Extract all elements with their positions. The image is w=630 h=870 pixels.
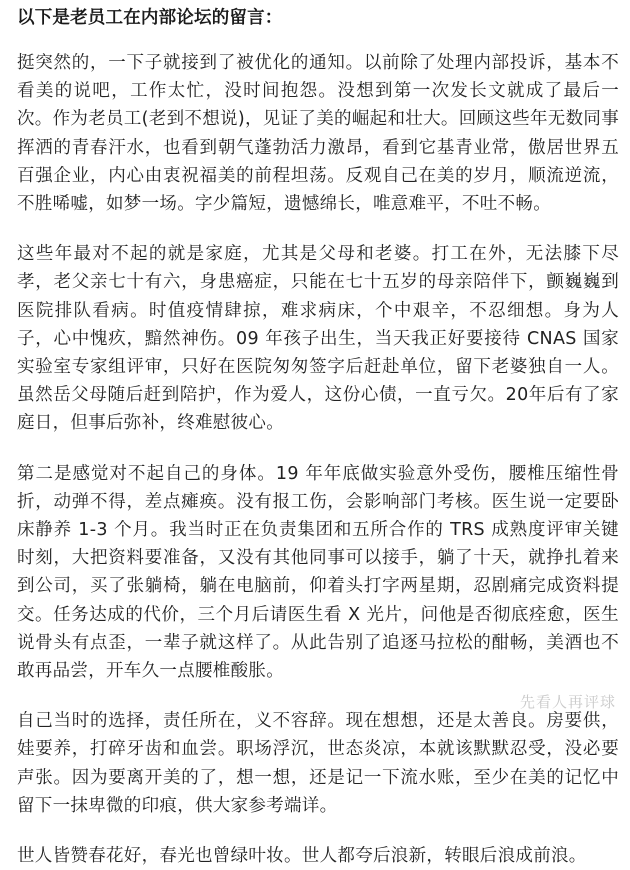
paragraph-5: 世人皆赞春花好，春光也曾绿叶妆。世人都夸后浪新，转眼后浪成前浪。 <box>17 846 587 867</box>
watermark: 先看人再评球 <box>519 693 616 711</box>
paragraph-1: 挺突然的，一下子就接到了被优化的通知。以前除了处理内部投诉，基本不看美的说吧，工作太忙，没时间抱怨。没想到第一次发长文就成了最后一次。作为老员工(老到不想说)，见证了美的崛起和壮大。回顾这些年无数同事挥洒的青春汗水，也看到朝气蓬勃活力激昂，看到它基青业常，傲居世界五百强企业，内心由衷祝福美的前程坦荡。反观自己在美的岁月，顺流逆流，不胜唏嘘，如梦一场。字少篇短，遗憾绵长，唯意难平，不吐不畅。 <box>17 53 619 215</box>
document-title: 以下是老员工在内部论坛的留言： <box>17 8 283 28</box>
paragraph-4: 自己当时的选择，责任所在，义不容辞。现在想想，还是太善良。房要供，娃要养，打碎牙齿和血尝。职场浮沉，世态炎凉，本就该默默忍受，没必要声张。因为要离开美的了，想一想，还是记一下流水账，至少在美的记忆中留下一抹卑微的印痕，供大家参考端详。 <box>17 711 619 816</box>
paragraph-2: 这些年最对不起的就是家庭，尤其是父母和老婆。打工在外，无法膝下尽孝，老父亲七十有六，身患癌症，只能在七十五岁的母亲陪伴下，颤巍巍到医院排队看病。时值疫情肆掠，难求病床，个中艰辛，不忍细想。身为人子，心中愧疚，黯然神伤。09 年孩子出生，当天我正好要接待 CNAS 国家实验室专家组评审，只好在医院匆匆签字后赶赴单位，留下老婆独自一人。虽然岳父母随后赶到陪护，作为爱人，这份心债，一直亏欠。20年后有了家庭日，但事后弥补，终难慰彼心。 <box>17 244 619 434</box>
paragraph-3: 第二是感觉对不起自己的身体。19 年年底做实验意外受伤，腰椎压缩性骨折，动弹不得，差点瘫痪。没有报工伤，会影响部门考核。医生说一定要卧床静养 1-3 个月。我当时正在负责集团和五所合作的 TRS 成熟度评审关键时刻，大把资料要准备，又没有其他同事可以接手，躺了十天，就挣扎着来到公司，买了张躺椅，躺在电脑前，仰着头打字两星期，忍剧痛完成资料提交。任务达成的代价，三个月后请医生看 X 光片，问他是否彻底痊愈，医生说骨头有点歪，一辈子就这样了。从此告别了追逐马拉松的酣畅，美酒也不敢再品尝，开车久一点腰椎酸胀。 <box>17 463 619 682</box>
document <box>17 5 619 870</box>
